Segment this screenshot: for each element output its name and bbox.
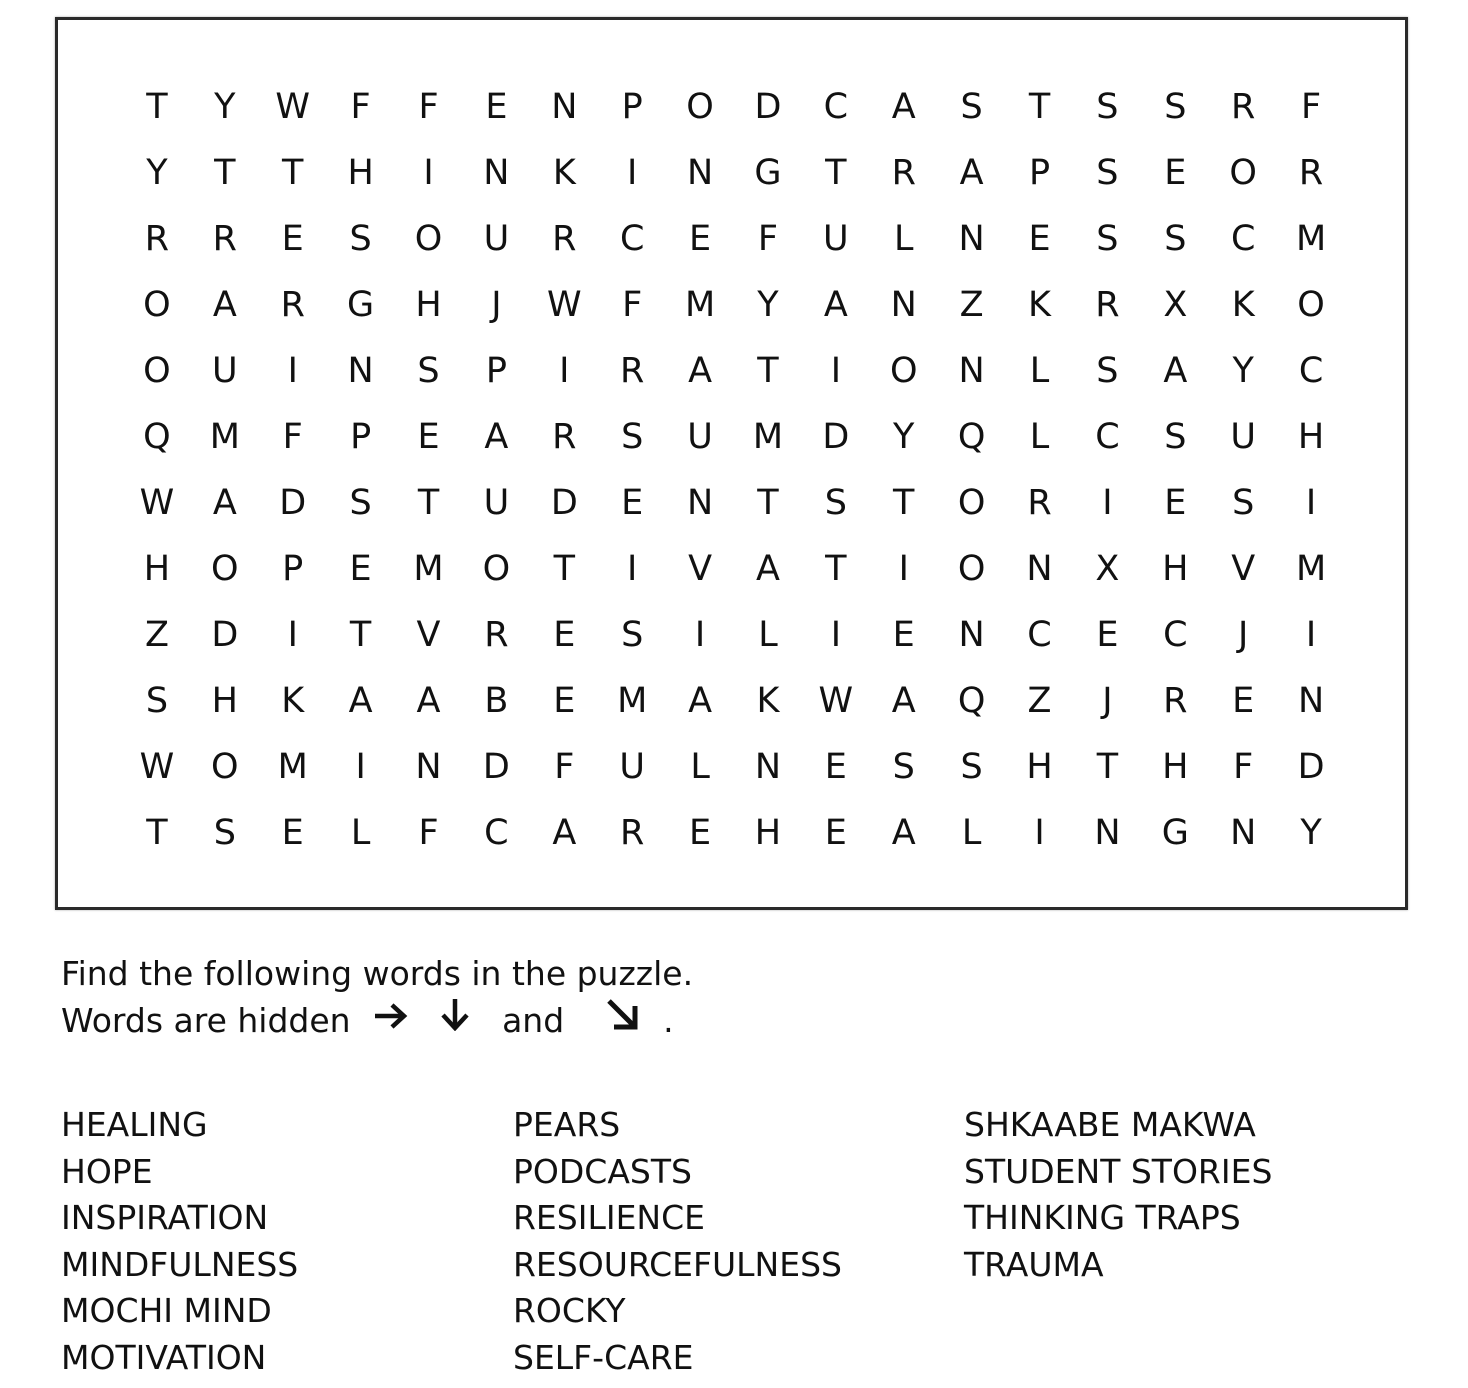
grid-cell: U: [483, 219, 510, 259]
grid-cell: M: [684, 285, 716, 325]
grid-cell: R: [1163, 681, 1188, 721]
word-list-column-3: [964, 1102, 1272, 1288]
grid-cell: A: [1163, 351, 1188, 391]
grid-cell: F: [418, 87, 439, 127]
grid-cell: W: [818, 681, 854, 721]
grid-cell: O: [211, 549, 239, 589]
grid-cell: R: [1027, 483, 1052, 523]
grid-cell: A: [891, 813, 916, 853]
grid-cell: N: [754, 747, 782, 787]
grid-cell: E: [553, 681, 576, 721]
letter-grid: [123, 74, 1345, 866]
grid-cell: A: [823, 285, 848, 325]
grid-cell: P: [350, 417, 372, 457]
grid-cell: T: [1096, 747, 1119, 787]
grid-cell: U: [619, 747, 645, 787]
diagonal-down-right-arrow-icon: [605, 996, 639, 1043]
grid-cell: Z: [1027, 681, 1052, 721]
grid-cell: O: [889, 351, 918, 391]
instructions-prefix: Words are hidden: [61, 1001, 351, 1040]
grid-cell: A: [959, 153, 984, 193]
grid-cell: S: [1164, 219, 1187, 259]
grid-cell: N: [958, 615, 985, 655]
grid-cell: X: [1095, 549, 1120, 589]
grid-cell: J: [1102, 681, 1113, 721]
grid-cell: M: [413, 549, 444, 589]
grid-cell: N: [686, 483, 714, 523]
grid-cell: N: [1230, 813, 1257, 853]
grid-cell: L: [893, 219, 914, 259]
grid-cell: T: [146, 87, 168, 127]
instructions-and: and: [502, 1001, 565, 1040]
grid-cell: U: [823, 219, 849, 259]
grid-cell: E: [621, 483, 644, 523]
grid-cell: A: [688, 351, 713, 391]
grid-cell: G: [754, 153, 782, 193]
grid-cell: N: [1026, 549, 1053, 589]
grid-cell: E: [281, 219, 304, 259]
grid-cell: I: [1102, 483, 1113, 523]
grid-cell: J: [491, 285, 502, 325]
grid-cell: M: [752, 417, 784, 457]
grid-cell: S: [349, 483, 372, 523]
grid-cell: H: [211, 681, 238, 721]
grid-cell: C: [1230, 219, 1256, 259]
grid-cell: L: [961, 813, 982, 853]
word-list-column-2: [513, 1102, 842, 1381]
grid-cell: T: [349, 615, 372, 655]
grid-cell: E: [689, 813, 712, 853]
grid-cell: D: [822, 417, 850, 457]
grid-cell: R: [620, 351, 645, 391]
grid-cell: G: [347, 285, 375, 325]
grid-cell: I: [287, 351, 298, 391]
word-list-item: STUDENT STORIES: [964, 1151, 1273, 1191]
grid-cell: J: [1238, 615, 1249, 655]
grid-cell: U: [1230, 417, 1256, 457]
grid-cell: E: [349, 549, 372, 589]
grid-cell: A: [891, 681, 916, 721]
grid-cell: R: [552, 417, 577, 457]
word-list-item: TRAUMA: [964, 1244, 1104, 1284]
grid-cell: E: [689, 219, 712, 259]
grid-cell: A: [212, 285, 237, 325]
grid-cell: A: [755, 549, 780, 589]
grid-cell: O: [143, 285, 171, 325]
grid-cell: R: [144, 219, 170, 259]
grid-cell: C: [484, 813, 509, 853]
grid-cell: D: [754, 87, 782, 127]
grid-cell: C: [1298, 351, 1324, 391]
grid-cell: S: [824, 483, 847, 523]
grid-cell: D: [482, 747, 510, 787]
grid-cell: U: [483, 483, 510, 523]
grid-cell: N: [1297, 681, 1325, 721]
grid-cell: I: [1305, 483, 1317, 523]
grid-cell: E: [1028, 219, 1051, 259]
grid-cell: R: [1298, 153, 1324, 193]
word-list-item: MINDFULNESS: [61, 1244, 299, 1284]
grid-cell: H: [1297, 417, 1325, 457]
grid-cell: C: [1095, 417, 1120, 457]
grid-cell: T: [825, 153, 847, 193]
grid-cell: F: [282, 417, 303, 457]
grid-cell: P: [1028, 153, 1051, 193]
grid-cell: S: [1096, 219, 1119, 259]
grid-cell: A: [891, 87, 916, 127]
grid-cell: H: [1162, 549, 1189, 589]
grid-cell: I: [559, 351, 570, 391]
grid-cell: K: [281, 681, 305, 721]
grid-cell: I: [355, 747, 366, 787]
grid-cell: F: [622, 285, 643, 325]
word-list-item: MOTIVATION: [61, 1337, 267, 1377]
grid-cell: O: [1229, 153, 1257, 193]
grid-cell: V: [416, 615, 441, 655]
grid-cell: S: [1096, 153, 1119, 193]
grid-cell: R: [1231, 87, 1256, 127]
grid-cell: F: [757, 219, 779, 259]
word-list-item: THINKING TRAPS: [964, 1198, 1241, 1237]
grid-cell: T: [417, 483, 440, 523]
grid-cell: Q: [957, 417, 986, 457]
instructions-period: .: [663, 1001, 674, 1040]
grid-cell: I: [694, 615, 706, 655]
grid-cell: Z: [959, 285, 984, 325]
grid-cell: E: [281, 813, 304, 853]
grid-cell: H: [1026, 747, 1053, 787]
word-list-item: PODCASTS: [513, 1151, 692, 1191]
grid-cell: D: [550, 483, 578, 523]
grid-cell: R: [280, 285, 305, 325]
grid-cell: U: [212, 351, 238, 391]
grid-cell: A: [416, 681, 441, 721]
grid-cell: N: [686, 153, 714, 193]
word-list-item: RESILIENCE: [513, 1198, 706, 1237]
word-list-item: HEALING: [61, 1105, 208, 1144]
grid-cell: X: [1163, 285, 1188, 325]
grid-cell: T: [553, 549, 575, 589]
grid-cell: N: [958, 219, 985, 259]
grid-cell: E: [892, 615, 915, 655]
grid-cell: F: [554, 747, 575, 787]
grid-cell: E: [417, 417, 440, 457]
grid-cell: M: [209, 417, 240, 457]
grid-cell: M: [1295, 549, 1327, 589]
grid-cell: F: [418, 813, 439, 853]
grid-cell: W: [139, 483, 175, 523]
grid-cell: C: [823, 87, 849, 127]
grid-cell: B: [484, 681, 509, 721]
grid-cell: I: [1305, 615, 1317, 655]
grid-cell: M: [617, 681, 648, 721]
grid-cell: R: [620, 813, 645, 853]
grid-cell: D: [1297, 747, 1325, 787]
grid-cell: O: [1297, 285, 1325, 325]
grid-cell: Y: [1232, 351, 1254, 391]
grid-cell: E: [1232, 681, 1255, 721]
grid-cell: N: [958, 351, 985, 391]
grid-cell: W: [546, 285, 582, 325]
instructions-line-2: [61, 997, 693, 1044]
grid-cell: V: [688, 549, 713, 589]
down-arrow-icon: [438, 996, 472, 1043]
grid-cell: H: [143, 549, 171, 589]
grid-cell: N: [483, 153, 510, 193]
grid-cell: R: [891, 153, 916, 193]
grid-cell: W: [275, 87, 311, 127]
grid-cell: O: [957, 483, 986, 523]
grid-cell: P: [621, 87, 643, 127]
grid-cell: G: [1161, 813, 1189, 853]
grid-cell: N: [1094, 813, 1121, 853]
word-list-column-1: [61, 1102, 298, 1381]
grid-cell: F: [1301, 87, 1322, 127]
grid-cell: S: [960, 87, 983, 127]
grid-cell: T: [757, 483, 779, 523]
grid-cell: N: [415, 747, 442, 787]
grid-cell: E: [824, 747, 847, 787]
grid-cell: L: [1029, 417, 1050, 457]
grid-cell: W: [139, 747, 175, 787]
grid-cell: O: [957, 549, 986, 589]
word-list-item: SHKAABE MAKWA: [964, 1105, 1256, 1144]
grid-cell: I: [898, 549, 909, 589]
grid-cell: S: [417, 351, 440, 391]
grid-cell: P: [485, 351, 507, 391]
grid-cell: Q: [143, 417, 171, 457]
grid-cell: A: [484, 417, 509, 457]
right-arrow-icon: [373, 996, 409, 1043]
grid-cell: N: [890, 285, 917, 325]
grid-cell: O: [414, 219, 443, 259]
grid-cell: K: [756, 681, 780, 721]
grid-cell: S: [213, 813, 236, 853]
grid-cell: P: [282, 549, 304, 589]
grid-cell: L: [758, 615, 778, 655]
grid-cell: R: [1095, 285, 1120, 325]
grid-cell: S: [1096, 87, 1119, 127]
grid-cell: S: [960, 747, 983, 787]
grid-cell: S: [145, 681, 169, 721]
grid-cell: K: [1231, 285, 1255, 325]
grid-cell: S: [1164, 417, 1187, 457]
grid-cell: I: [627, 153, 638, 193]
grid-cell: I: [287, 615, 298, 655]
grid-cell: Y: [214, 87, 236, 127]
grid-cell: O: [686, 87, 714, 127]
grid-cell: S: [1164, 87, 1187, 127]
grid-cell: H: [1162, 747, 1189, 787]
instructions-line-1: Find the following words in the puzzle.: [61, 954, 694, 993]
grid-cell: O: [143, 351, 171, 391]
grid-cell: E: [553, 615, 576, 655]
grid-cell: V: [1231, 549, 1256, 589]
grid-cell: I: [1034, 813, 1045, 853]
grid-cell: E: [1096, 615, 1119, 655]
grid-cell: K: [552, 153, 576, 193]
grid-cell: S: [621, 615, 644, 655]
grid-cell: S: [1232, 483, 1255, 523]
grid-cell: T: [757, 351, 779, 391]
grid-cell: R: [212, 219, 237, 259]
word-list-item: SELF-CARE: [513, 1337, 694, 1377]
word-list-item: INSPIRATION: [61, 1198, 269, 1237]
grid-cell: Y: [893, 417, 915, 457]
grid-cell: E: [1164, 483, 1187, 523]
grid-cell: T: [282, 153, 304, 193]
grid-cell: N: [347, 351, 374, 391]
grid-cell: O: [211, 747, 239, 787]
grid-cell: S: [892, 747, 915, 787]
grid-cell: E: [824, 813, 847, 853]
grid-cell: T: [825, 549, 847, 589]
word-list-item: RESOURCEFULNESS: [513, 1244, 842, 1284]
instructions: [61, 950, 693, 1044]
grid-cell: L: [690, 747, 710, 787]
word-list-item: ROCKY: [513, 1291, 626, 1330]
grid-cell: Y: [146, 153, 168, 193]
grid-cell: S: [1096, 351, 1119, 391]
grid-cell: D: [279, 483, 307, 523]
grid-cell: N: [551, 87, 578, 127]
grid-cell: T: [146, 813, 168, 853]
grid-cell: K: [1028, 285, 1051, 325]
grid-cell: T: [214, 153, 236, 193]
grid-cell: A: [212, 483, 237, 523]
grid-cell: A: [348, 681, 373, 721]
grid-cell: C: [619, 219, 645, 259]
grid-cell: Y: [757, 285, 779, 325]
grid-cell: M: [277, 747, 308, 787]
word-list-item: HOPE: [61, 1151, 153, 1191]
grid-cell: U: [687, 417, 713, 457]
grid-cell: A: [552, 813, 577, 853]
grid-cell: Q: [957, 681, 986, 721]
grid-cell: H: [347, 153, 374, 193]
grid-cell: I: [830, 615, 842, 655]
grid-cell: F: [1233, 747, 1254, 787]
grid-cell: Y: [1300, 813, 1322, 853]
grid-cell: E: [1164, 153, 1187, 193]
grid-cell: S: [349, 219, 372, 259]
word-list-item: PEARS: [513, 1105, 621, 1144]
grid-cell: C: [1163, 615, 1188, 655]
grid-cell: M: [1295, 219, 1327, 259]
grid-cell: R: [552, 219, 577, 259]
grid-cell: L: [350, 813, 371, 853]
word-list-item: MOCHI MIND: [61, 1291, 272, 1330]
grid-cell: R: [484, 615, 509, 655]
grid-cell: I: [423, 153, 434, 193]
grid-cell: H: [415, 285, 442, 325]
grid-cell: A: [688, 681, 713, 721]
grid-cell: D: [211, 615, 239, 655]
grid-cell: T: [1028, 87, 1051, 127]
grid-cell: E: [485, 87, 508, 127]
grid-cell: I: [627, 549, 638, 589]
grid-cell: H: [754, 813, 782, 853]
grid-cell: T: [893, 483, 915, 523]
grid-cell: S: [621, 417, 644, 457]
grid-cell: Z: [144, 615, 169, 655]
grid-cell: F: [350, 87, 371, 127]
grid-cell: C: [1027, 615, 1052, 655]
grid-cell: I: [830, 351, 842, 391]
grid-cell: L: [1029, 351, 1050, 391]
grid-cell: O: [482, 549, 511, 589]
